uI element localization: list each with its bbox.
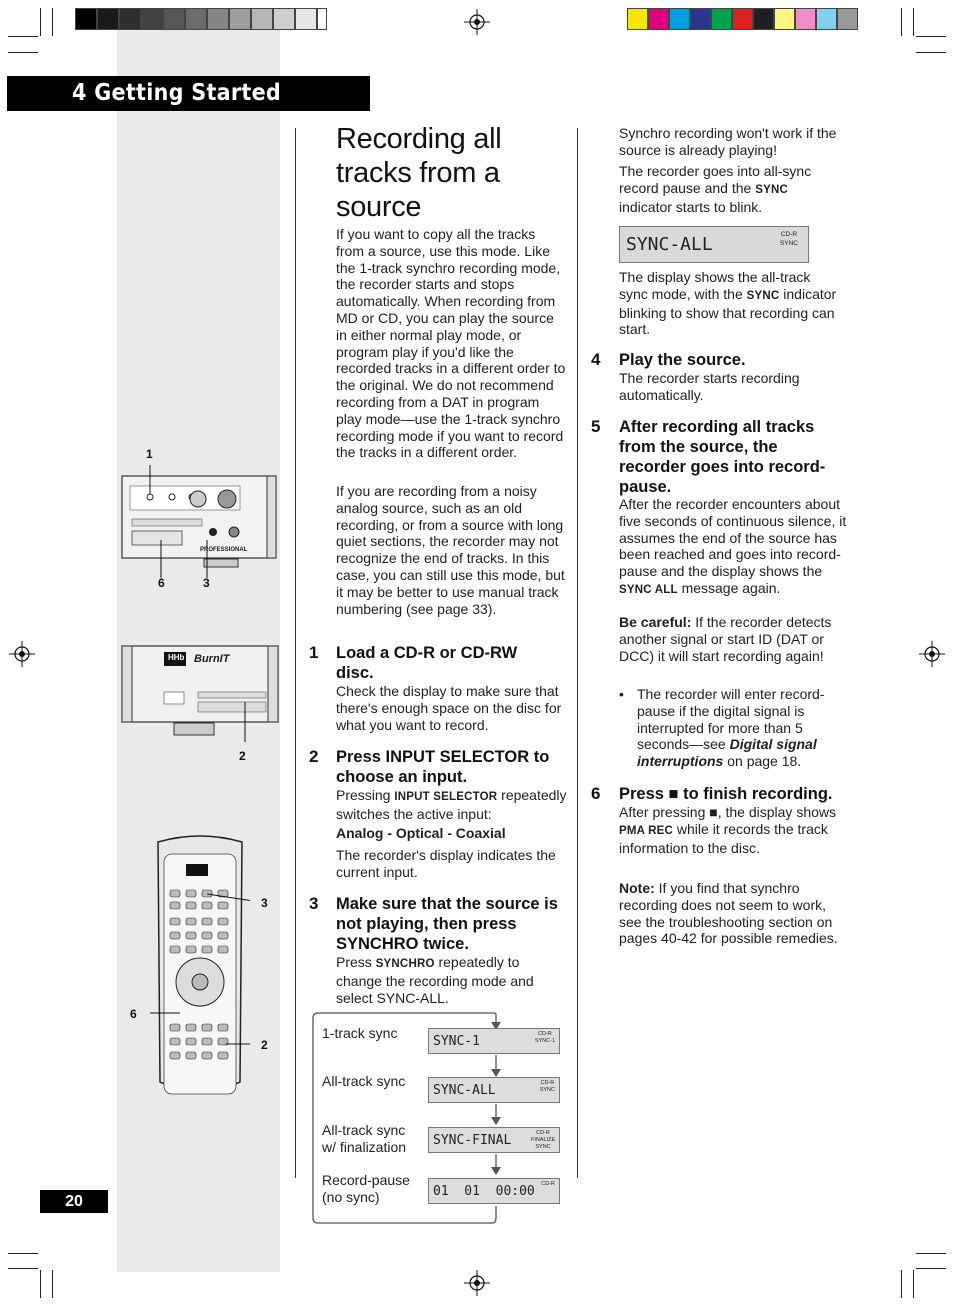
lcd-indicator: CD-R [780, 231, 798, 238]
chapter-heading: 4 Getting Started [7, 76, 370, 111]
callout-6: 6 [130, 1007, 137, 1021]
lcd-indicator: CD-R [540, 1080, 555, 1086]
step-text: message again. [677, 579, 781, 596]
registration-mark-icon [9, 641, 35, 667]
step-body: The recorder's display indicates the current input. [336, 847, 556, 880]
callout-2: 2 [261, 1038, 268, 1052]
page-number: 20 [40, 1190, 108, 1213]
step-body [336, 787, 568, 823]
callout-6: 6 [158, 576, 165, 590]
unit-front-illustration [120, 642, 280, 742]
registration-mark-icon [919, 641, 945, 667]
lcd-text: SYNC-FINAL [433, 1133, 512, 1148]
intro-paragraph: If you want to copy all the tracks from a source, use this mode. Like the 1-track synchro recording mode, the recorder starts and stops automatically. When recording from MD or CD, you can play the source in either normal play mode, or program play if you'd like the recorded tracks in a different order to the original. We do not recommend recording from a DAT in program play mode—use the 1-track synchro recording mode if you want to record the tracks in a different order. [336, 226, 566, 461]
step-heading: Press INPUT SELECTOR to choose an input. [336, 748, 550, 786]
indicator-name: SYNC [746, 289, 780, 302]
sync-mode-flow-diagram [310, 1010, 570, 1228]
display-message: SYNC ALL [619, 583, 678, 596]
bullet-item [637, 686, 849, 770]
paragraph-text: The recorder goes into all-sync record pause and the [619, 163, 812, 196]
step-number: 1 [309, 643, 319, 662]
bullet-text: The recorder will enter record-pause if the digital signal is interrupted for more than 5 seconds—see [637, 686, 825, 753]
brand-logo: HHb [168, 653, 185, 662]
step-number: 4 [591, 350, 601, 369]
registration-mark-icon [464, 9, 490, 35]
lcd-indicator: FINALIZE SYNC [531, 1137, 556, 1150]
right-paragraph: Synchro recording won't work if the source is already playing! [619, 125, 837, 158]
column-rule [295, 128, 296, 1178]
step-text: After the recorder encounters about five seconds of continuous silence, it assumes the end of the source has been reached and goes into record-pause and the display shows the [619, 496, 847, 580]
display-message: PMA REC [619, 824, 674, 837]
step-heading: Make sure that the source is not playing, then press SYNCHRO twice. [336, 895, 558, 953]
step-text: Pressing [336, 787, 395, 803]
lcd-text: SYNC-ALL [626, 234, 713, 255]
bullet-icon: • [619, 686, 624, 702]
step-number: 5 [591, 417, 601, 436]
callout-3: 3 [261, 896, 268, 910]
lcd-display [428, 1028, 560, 1054]
note-paragraph [619, 880, 847, 947]
lcd-text: SYNC-ALL [433, 1083, 496, 1098]
step-body [619, 496, 847, 599]
lcd-indicators [540, 1080, 555, 1094]
lcd-display [428, 1178, 560, 1204]
right-paragraph [619, 163, 841, 215]
flow-label: All-track sync [322, 1073, 406, 1089]
lcd-indicators [531, 1130, 555, 1151]
indicator-name: SYNC [755, 183, 788, 196]
caution-label: Be careful: [619, 614, 692, 630]
button-name: INPUT SELECTOR [394, 791, 498, 803]
brand-name: BurnIT [194, 653, 230, 665]
step-heading: Press ■ to finish recording. [619, 785, 833, 803]
input-list: Analog - Optical - Coaxial [336, 825, 506, 841]
step-text: Press [336, 954, 376, 970]
registration-mark-icon [464, 1270, 490, 1296]
paragraph-text: indicator blinking to show that recording can start. [619, 285, 837, 338]
caution-text: If the recorder detects another signal or start ID (DAT or DCC) it will start recording again! [619, 614, 832, 664]
step-number: 2 [309, 747, 319, 766]
step-number: 3 [309, 894, 319, 913]
column-rule [577, 128, 578, 1178]
flow-label: All-track sync w/ finalization [322, 1122, 407, 1155]
flow-label: Record-pause (no sync) [322, 1172, 410, 1205]
lcd-indicator: SYNC-1 [534, 1038, 555, 1044]
front-panel-illustration [120, 448, 280, 598]
intro-paragraph: If you are recording from a noisy analog source, such as an old recording, or from a source with long quiet sections, the recorder may not recognize the end of tracks. In this case, you can still use this mode, but it may be better to use manual track numbering (see page 33). [336, 483, 565, 617]
paragraph-text: The display shows the all-track sync mode, with the [619, 269, 811, 302]
lcd-indicator: CD-R [538, 1031, 552, 1037]
note-text: If you find that synchro recording does not seem to work, see the troubleshooting section on pages 40-42 for possible remedies. [619, 880, 838, 947]
lcd-indicator: SYNC [779, 240, 798, 247]
lcd-indicators [541, 1181, 555, 1188]
callout-2: 2 [239, 749, 246, 763]
remote-control-illustration [150, 832, 250, 1102]
caution-paragraph [619, 614, 847, 664]
right-paragraph [619, 269, 841, 338]
lcd-indicator: CD-R [536, 1130, 550, 1136]
button-name: SYNCHRO [375, 958, 435, 970]
step-body [336, 954, 564, 1006]
lcd-indicators [780, 230, 798, 248]
step-heading: After recording all tracks from the source, the recorder goes into record-pause. [619, 418, 826, 496]
lcd-indicator: SYNC [539, 1087, 555, 1093]
flow-label: 1-track sync [322, 1025, 398, 1041]
lcd-text: 01 01 00:00 [433, 1184, 535, 1199]
professional-label: PROFESSIONAL [200, 547, 248, 553]
step-heading: Play the source. [619, 351, 746, 369]
step-text: repeatedly to change the recording mode and select SYNC-ALL. [336, 954, 534, 1006]
step-text: After pressing ■, the display shows [619, 804, 836, 820]
step-number: 6 [591, 784, 601, 803]
lcd-indicators [535, 1031, 555, 1045]
paragraph-text: indicator starts to blink. [619, 198, 763, 215]
step-body: Check the display to make sure that there's enough space on the disc for what you want to record. [336, 683, 562, 733]
step-text: while it records the track information to the disc. [619, 820, 828, 856]
note-label: Note: [619, 880, 655, 896]
bullet-text: on page 18. [723, 753, 802, 770]
lcd-text: SYNC-1 [433, 1034, 480, 1049]
callout-1: 1 [146, 447, 153, 461]
lcd-display [428, 1127, 560, 1153]
step-body: The recorder starts recording automatically. [619, 370, 800, 403]
lcd-display [428, 1077, 560, 1103]
cross-reference: Digital signal interruptions [637, 736, 817, 770]
step-heading: Load a CD-R or CD-RW disc. [336, 644, 518, 682]
callout-3: 3 [203, 576, 210, 590]
front-panel-drawing [120, 448, 280, 598]
lcd-indicator: CD-R [541, 1181, 555, 1187]
lcd-display-large [619, 226, 809, 263]
step-body [619, 804, 841, 856]
remote-control-drawing [150, 832, 250, 1102]
page-title: Recording all tracks from a source [336, 123, 502, 223]
step-text: repeatedly switches the active input: [336, 787, 567, 822]
